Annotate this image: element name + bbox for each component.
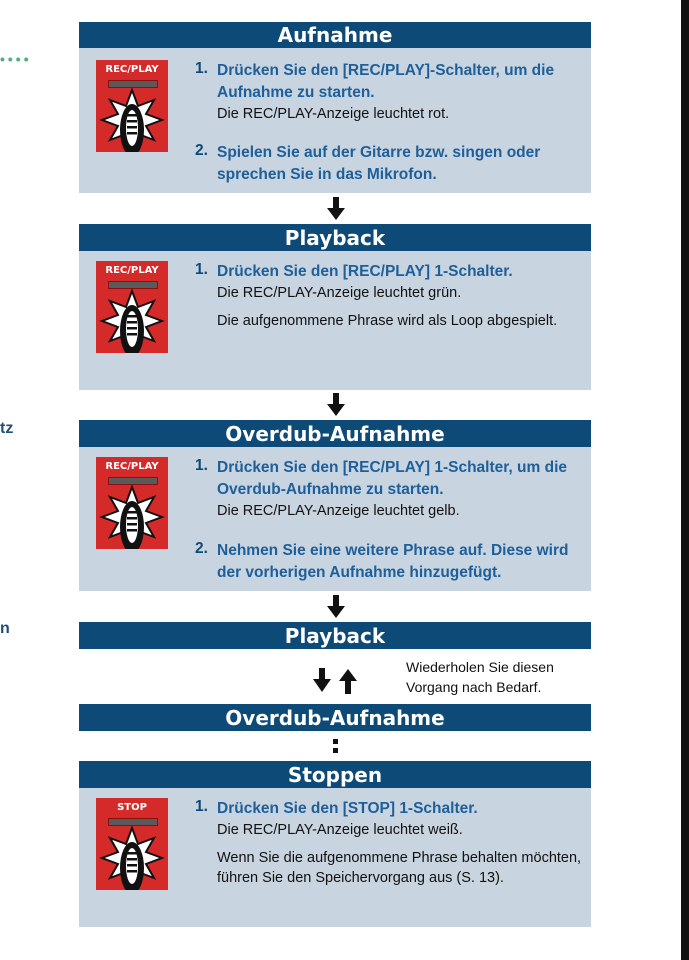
arrow-down-up-icon bbox=[312, 668, 358, 694]
pedal-led bbox=[108, 818, 158, 826]
rec-play-pedal bbox=[96, 261, 168, 353]
foot-press-icon bbox=[96, 485, 168, 549]
pedal-led bbox=[108, 477, 158, 485]
step-heading: Drücken Sie den [REC/PLAY] 1-Schalter. bbox=[217, 263, 513, 280]
step-heading: Drücken Sie den [REC/PLAY]-Schalter, um die Aufnahme zu starten. bbox=[217, 62, 555, 101]
step-number: 2. bbox=[195, 540, 208, 557]
repeat-note: Wiederholen Sie diesen Vorgang nach Bedarf. bbox=[406, 659, 554, 695]
rec-play-pedal bbox=[96, 60, 168, 152]
step-overdub-1 bbox=[195, 457, 587, 521]
vertical-ellipsis-icon bbox=[331, 737, 341, 755]
step-stoppen-1 bbox=[195, 798, 587, 888]
section-header-playback-repeat: Playback bbox=[79, 622, 591, 649]
foot-press-icon bbox=[96, 289, 168, 353]
step-heading: Nehmen Sie eine weitere Phrase auf. Diese wird der vorherigen Aufnahme hinzugefügt. bbox=[217, 542, 569, 581]
page-edge-rule bbox=[681, 0, 689, 960]
section-header-playback: Playback bbox=[79, 224, 591, 251]
panel-stoppen bbox=[79, 788, 591, 927]
stop-pedal bbox=[96, 798, 168, 890]
step-body: Die REC/PLAY-Anzeige leuchtet grün. bbox=[217, 285, 462, 301]
pedal-label: STOP bbox=[117, 802, 147, 813]
left-margin-dots: •••• bbox=[0, 51, 32, 67]
step-body: Die REC/PLAY-Anzeige leuchtet weiß. bbox=[217, 822, 463, 838]
rec-play-pedal bbox=[96, 457, 168, 549]
pedal-label: REC/PLAY bbox=[105, 265, 159, 276]
step-body: Die aufgenommene Phrase wird als Loop abgespielt. bbox=[217, 313, 558, 329]
left-margin-fragment-2: n bbox=[0, 620, 10, 637]
step-overdub-2 bbox=[195, 540, 587, 584]
section-header-aufnahme: Aufnahme bbox=[79, 22, 591, 48]
step-body: Die REC/PLAY-Anzeige leuchtet rot. bbox=[217, 106, 450, 122]
panel-aufnahme bbox=[79, 48, 591, 193]
step-number: 1. bbox=[195, 798, 208, 815]
step-body: Die REC/PLAY-Anzeige leuchtet gelb. bbox=[217, 503, 460, 519]
section-header-overdub-repeat: Overdub-Aufnahme bbox=[79, 704, 591, 731]
step-aufnahme-1 bbox=[195, 60, 587, 124]
foot-press-icon bbox=[96, 826, 168, 890]
step-number: 1. bbox=[195, 457, 208, 474]
pedal-led bbox=[108, 281, 158, 289]
panel-overdub bbox=[79, 447, 591, 591]
step-playback-1 bbox=[195, 261, 587, 331]
step-heading: Drücken Sie den [REC/PLAY] 1-Schalter, um die Overdub-Aufnahme zu starten. bbox=[217, 459, 567, 498]
pedal-label: REC/PLAY bbox=[105, 64, 159, 75]
foot-press-icon bbox=[96, 88, 168, 152]
pedal-label: REC/PLAY bbox=[105, 461, 159, 472]
arrow-down-icon bbox=[326, 197, 346, 221]
step-number: 2. bbox=[195, 142, 208, 159]
panel-playback bbox=[79, 251, 591, 390]
arrow-down-icon bbox=[326, 393, 346, 417]
step-number: 1. bbox=[195, 60, 208, 77]
step-heading: Spielen Sie auf der Gitarre bzw. singen oder sprechen Sie in das Mikrofon. bbox=[217, 144, 541, 183]
step-number: 1. bbox=[195, 261, 208, 278]
section-header-overdub: Overdub-Aufnahme bbox=[79, 420, 591, 447]
left-margin-fragment-1: tz bbox=[0, 420, 14, 437]
pedal-led bbox=[108, 80, 158, 88]
arrow-down-icon bbox=[326, 595, 346, 619]
section-header-stoppen: Stoppen bbox=[79, 761, 591, 788]
step-heading: Drücken Sie den [STOP] 1-Schalter. bbox=[217, 800, 478, 817]
step-body: Wenn Sie die aufgenommene Phrase behalten möchten, führen Sie den Speichervorgang aus (S. 13). bbox=[217, 850, 582, 886]
step-aufnahme-2 bbox=[195, 142, 587, 186]
